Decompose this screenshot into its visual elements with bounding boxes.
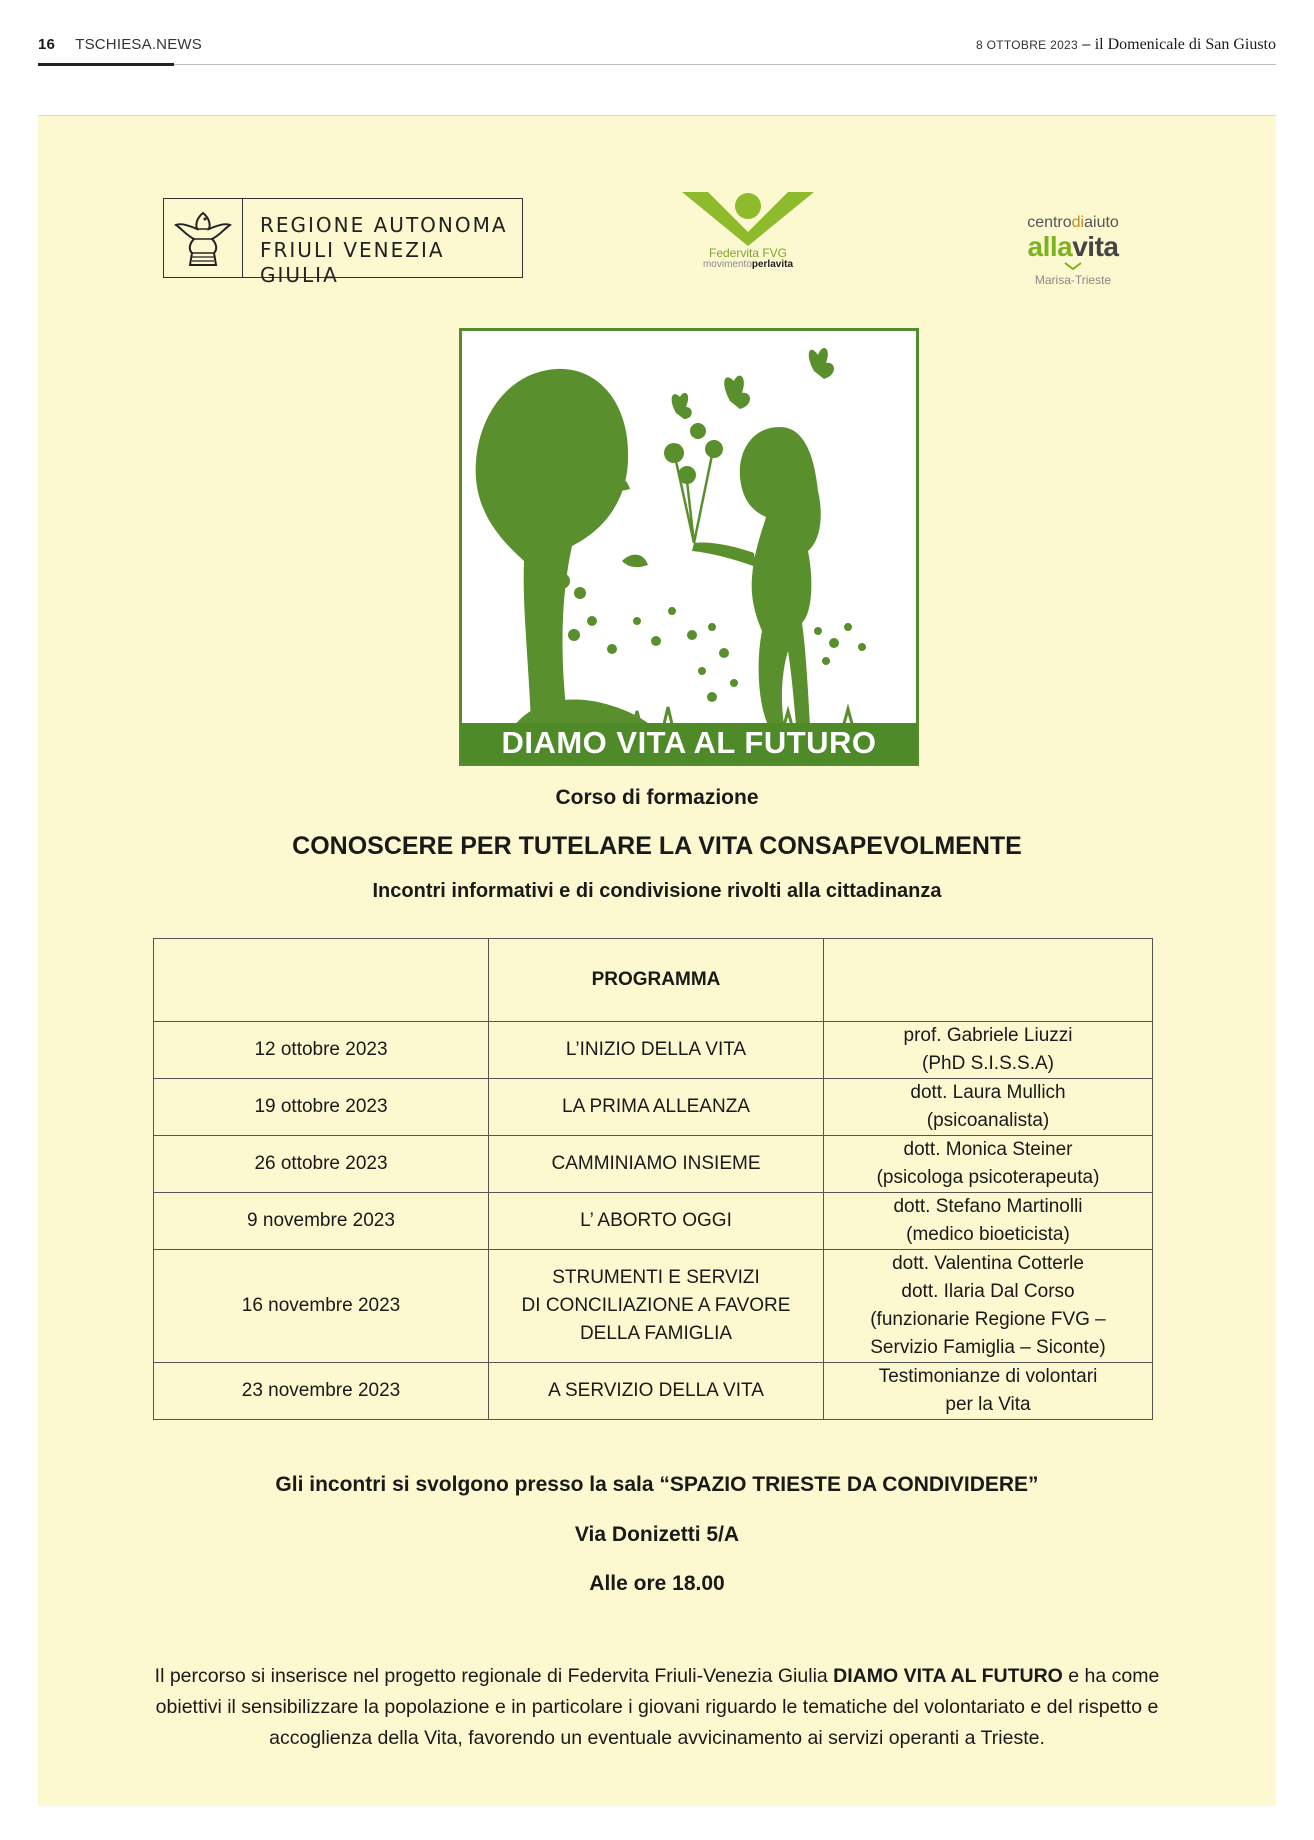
speaker-line: (medico bioeticista) xyxy=(906,1224,1070,1245)
vita-word: vita xyxy=(1072,231,1119,262)
session-title xyxy=(489,1022,824,1079)
speaker-line: dott. Stefano Martinolli xyxy=(893,1196,1083,1217)
federvita-name: Federvita FVG xyxy=(708,246,788,260)
header-cell-empty-left xyxy=(154,939,489,1022)
session-title-line: L’INIZIO DELLA VITA xyxy=(565,1039,747,1060)
speaker-line: (PhD S.I.S.S.A) xyxy=(922,1053,1054,1074)
session-title xyxy=(489,1250,824,1363)
publication-name: il Domenicale di San Giusto xyxy=(1094,36,1276,53)
session-title-line: LA PRIMA ALLEANZA xyxy=(562,1096,750,1117)
program-table xyxy=(153,938,1153,1420)
table-row xyxy=(154,1193,1153,1250)
page-header xyxy=(38,30,1276,65)
session-speaker xyxy=(824,1022,1153,1079)
footer-bold: DIAMO VITA AL FUTURO xyxy=(833,1665,1063,1687)
session-title-line: STRUMENTI E SERVIZI xyxy=(552,1267,760,1288)
session-date: 23 novembre 2023 xyxy=(154,1363,489,1420)
speaker-line: Servizio Famiglia – Siconte) xyxy=(870,1337,1106,1358)
session-speaker xyxy=(824,1079,1153,1136)
header-left xyxy=(38,36,202,53)
venue-address: Via Donizetti 5/A xyxy=(574,1523,740,1546)
issue-date: 8 OTTOBRE 2023 xyxy=(975,38,1078,52)
course-title: CONOSCERE PER TUTELARE LA VITA CONSAPEVOLMENTE xyxy=(292,832,1022,860)
speaker-line: dott. Monica Steiner xyxy=(903,1139,1073,1160)
announcement-panel xyxy=(38,115,1276,1806)
footer-paragraph xyxy=(138,1661,1176,1754)
centro-line3: Marisa-Trieste xyxy=(1034,273,1112,287)
centro-line2 xyxy=(993,232,1153,262)
speaker-line: dott. Valentina Cotterle xyxy=(892,1253,1084,1274)
venue-time: Alle ore 18.00 xyxy=(589,1572,725,1595)
speaker-line: (funzionarie Regione FVG – xyxy=(870,1309,1106,1330)
session-date: 9 novembre 2023 xyxy=(154,1193,489,1250)
centro-aiuto-vita-logo xyxy=(993,214,1153,290)
federvita-symbol-icon xyxy=(668,188,828,248)
session-speaker xyxy=(824,1250,1153,1363)
page-number: 16 xyxy=(38,36,56,53)
heart-icon xyxy=(1063,262,1083,270)
session-title xyxy=(489,1079,824,1136)
footer-part2: e ha come obiettivi il sensibilizzare la popolazione e in particolare i giovani riguardo le tematiche del volontariato e del rispetto e accoglienza della Vita, favorendo un eventuale avvicinamento ai servizi operanti a Trieste. xyxy=(155,1665,1160,1749)
table-row xyxy=(154,1136,1153,1193)
federvita-subtitle xyxy=(668,259,828,270)
table-row xyxy=(154,1250,1153,1363)
program-body xyxy=(154,1022,1153,1420)
di-word: di xyxy=(1071,214,1085,231)
session-speaker xyxy=(824,1363,1153,1420)
program-header: PROGRAMMA xyxy=(489,939,824,1022)
session-title-line: DELLA FAMIGLIA xyxy=(579,1323,733,1344)
speaker-line: dott. Laura Mullich xyxy=(910,1082,1066,1103)
poster-image xyxy=(459,328,919,766)
speaker-line: Testimonianze di volontari xyxy=(878,1366,1098,1387)
centro-word: centro xyxy=(1027,214,1072,231)
regione-line2: FRIULI VENEZIA GIULIA xyxy=(260,238,445,287)
speaker-line: (psicoanalista) xyxy=(926,1110,1050,1131)
header-cell-empty-right xyxy=(824,939,1153,1022)
poster-title: DIAMO VITA AL FUTURO xyxy=(501,725,877,760)
speaker-line: prof. Gabriele Liuzzi xyxy=(903,1025,1073,1046)
table-row xyxy=(154,1363,1153,1420)
venue-line: Gli incontri si svolgono presso la sala “SPAZIO TRIESTE DA CONDIVIDERE” xyxy=(275,1473,1039,1496)
session-title xyxy=(489,1363,824,1420)
speaker-line: (psicologa psicoterapeuta) xyxy=(876,1167,1100,1188)
session-date: 26 ottobre 2023 xyxy=(154,1136,489,1193)
speaker-line: dott. Ilaria Dal Corso xyxy=(901,1281,1075,1302)
regione-text xyxy=(260,213,522,288)
session-title xyxy=(489,1136,824,1193)
federvita-sub-b: perlavita xyxy=(751,259,794,270)
aiuto-word: aiuto xyxy=(1084,214,1119,231)
federvita-logo xyxy=(668,188,828,288)
session-speaker xyxy=(824,1136,1153,1193)
session-title-line: L’ ABORTO OGGI xyxy=(580,1210,732,1231)
speaker-line: per la Vita xyxy=(945,1394,1031,1415)
session-title-line: A SERVIZIO DELLA VITA xyxy=(548,1380,764,1401)
session-title xyxy=(489,1193,824,1250)
table-row xyxy=(154,1022,1153,1079)
session-date: 12 ottobre 2023 xyxy=(154,1022,489,1079)
session-date: 16 novembre 2023 xyxy=(154,1250,489,1363)
header-accent-rule xyxy=(38,63,174,66)
alla-word: alla xyxy=(1027,231,1073,262)
eagle-icon xyxy=(164,199,243,277)
course-subtitle: Incontri informativi e di condivisione rivolti alla cittadinanza xyxy=(372,880,942,902)
table-row xyxy=(154,1079,1153,1136)
program-header-row xyxy=(154,939,1153,1022)
regione-fvg-logo xyxy=(163,198,523,287)
poster-illustration xyxy=(462,331,916,763)
session-speaker xyxy=(824,1193,1153,1250)
header-separator: – xyxy=(1082,36,1091,53)
site-name[interactable]: TSCHIESA.NEWS xyxy=(75,36,202,53)
course-label: Corso di formazione xyxy=(555,786,759,809)
regione-line1: REGIONE AUTONOMA xyxy=(260,213,508,237)
federvita-sub-a: movimento xyxy=(702,259,752,270)
session-date: 19 ottobre 2023 xyxy=(154,1079,489,1136)
session-title-line: CAMMINIAMO INSIEME xyxy=(551,1153,761,1174)
header-right xyxy=(976,36,1276,54)
centro-line1 xyxy=(993,214,1153,232)
footer-part1: Il percorso si inserisce nel progetto regionale di Federvita Friuli-Venezia Giulia xyxy=(154,1665,834,1687)
session-title-line: DI CONCILIAZIONE A FAVORE xyxy=(521,1295,791,1316)
